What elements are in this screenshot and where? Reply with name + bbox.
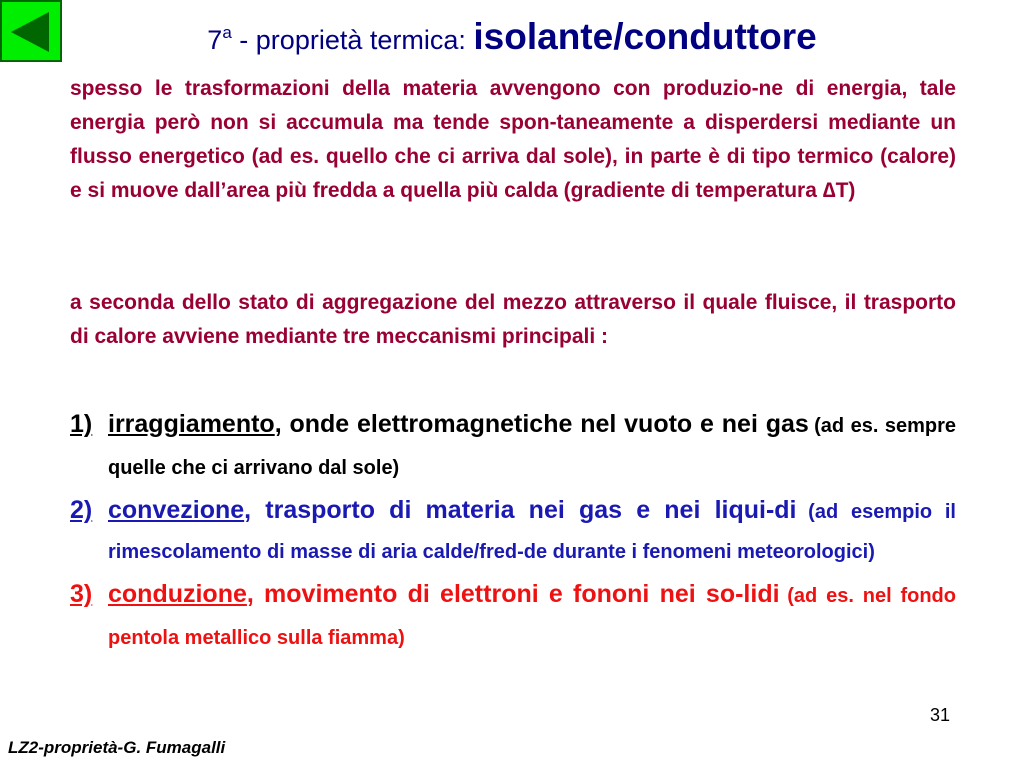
title-main: isolante/conduttore [473, 16, 817, 57]
list-term: conduzione [108, 580, 247, 608]
list-note: (ad es. nel fondo pentola metallico sulla fiamma) [108, 585, 956, 649]
mechanisms-paragraph: a seconda dello stato di aggregazione del mezzo attraverso il quale fluisce, il trasporto di calore avviene mediante tre meccanismi principali : [70, 291, 956, 348]
mechanisms-list [70, 404, 956, 660]
title-separator: : [458, 25, 474, 55]
title-prefix: - proprietà termica [231, 25, 459, 55]
list-description: , movimento di elettroni e fononi nei so-lidi [246, 580, 780, 608]
intro-paragraph: spesso le trasformazioni della materia avvengono con produzio-ne di energia, tale energia però non si accumula ma tende spon-taneamente a disperdersi mediante un flusso energetico (ad es. quello che ci arriva dal sole), in parte è di tipo termico (calore) e si muove dall’area più fredda a quella più calda (gradiente di temperatura ∆T) [70, 77, 956, 202]
list-note: (ad es. sempre quelle che ci arrivano dal sole) [108, 415, 956, 479]
slide-title [0, 16, 1024, 58]
list-item-irraggiamento [70, 404, 956, 490]
list-description: , trasporto di materia nei gas e nei liqui-di [244, 496, 797, 524]
list-note: (ad esempio il rimescolamento di masse di aria calde/fred-de durante i fenomeni meteorologici) [108, 501, 956, 563]
list-item-convezione [70, 490, 956, 574]
list-term: convezione [108, 496, 245, 524]
list-item-conduzione [70, 574, 956, 660]
list-marker: 1) [70, 410, 93, 438]
list-description: , onde elettromagnetiche nel vuoto e nei gas [274, 410, 809, 438]
title-number: 7 [207, 25, 223, 55]
list-term: irraggiamento [108, 410, 275, 438]
title-superscript: a [222, 23, 232, 42]
slide-number: 31 [930, 705, 951, 725]
list-marker: 3) [70, 580, 93, 608]
list-marker: 2) [70, 496, 93, 524]
footer-credit: LZ2-proprietà-G. Fumagalli [8, 738, 226, 757]
